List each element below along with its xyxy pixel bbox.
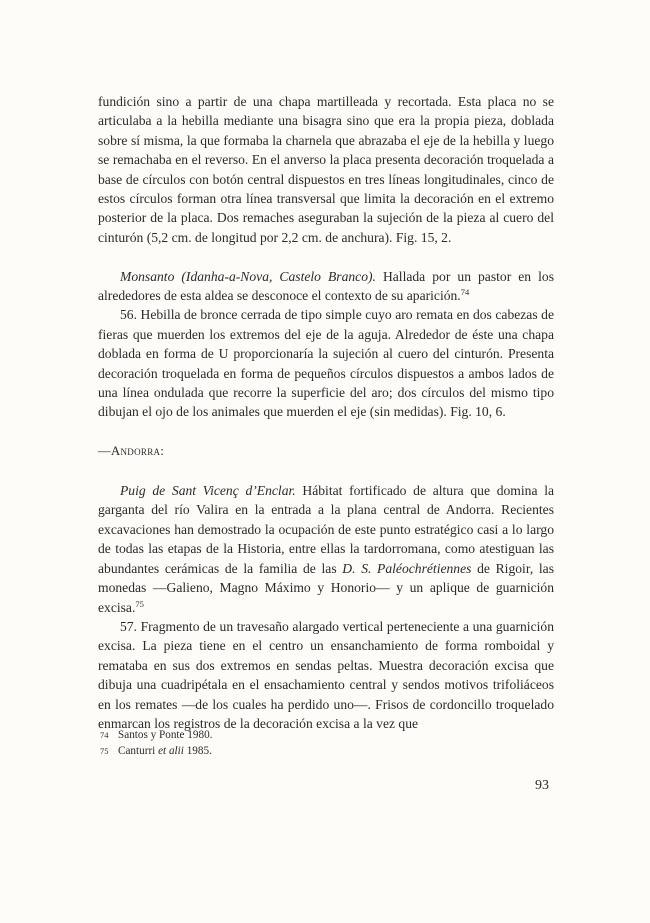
- site-name-puig: Puig de Sant Vicenç d’Enclar.: [120, 483, 296, 499]
- paragraph-puig: Puig de Sant Vicenç d’Enclar. Hábitat fortificado de altura que domina la garganta del río Valira en la entrada a la plana central de Andorra. Recientes excavaciones han demostrado la ocupación de este punto estratégico casi a lo largo de todas las etapas de la Historia, entre ellas la tardorromana, como atestiguan las abundantes cerámicas de la familia de las D. S. Paléochrétiennes de Rigoir, las monedas —Galieno, Magno Máximo y Honorio— y un aplique de guarnición excisa.$^{75}$: [98, 483, 555, 615]
- footnote-74: 74 Santos y Ponte 1980.: [100, 729, 213, 741]
- footnote-ref-75: 75: [135, 598, 144, 609]
- section-heading-andorra: —Andorra:: [98, 443, 165, 459]
- paragraph-item-57: 57. Fragmento de un travesaño alargado vertical perteneciente a una guarnición excisa. La pieza tiene en el centro un ensanchamiento de forma romboidal y remataba en sus dos extremos en sendas peltas. Muestra decoración excisa que dibuja una cuadripétala en el ensachamiento central y sendos motivos trifoliáceos en los remates —de los cuales ha perdido uno—. Frisos de cordoncillo troquelado enmarcan los registros de la decoración excisa a la vez que: [98, 618, 554, 731]
- page-number: 93: [535, 778, 549, 793]
- footnotes: [100, 727, 500, 759]
- monsanto-text: Hallada por un pastor en los alrededores de esta aldea se desconoce el contexto de su aparición.: [98, 268, 554, 304]
- paragraph-monsanto: [98, 267, 554, 306]
- footnote-ref-74: 74: [460, 287, 470, 298]
- paragraph-continuation: fundición sino a partir de una chapa martilleada y recortada. Esta placa no se articulaba a la hebilla mediante una bisagra sino que era la propia pieza, doblada sobre sí misma, la que formaba la charnela que abrazaba el eje de la hebilla y luego se remachaba en el reverso. En el anverso la placa presenta decoración troquelada a base de círculos con botón central dispuestos en tres líneas longitudinales, cinco de estos círculos forman otra línea transversal que limita la decoración en el extremo posterior de la placa. Dos remaches aseguraban la sujeción de la pieza al cuero del cinturón (5,2 cm. de longitud por 2,2 cm. de anchura). Fig. 15, 2.: [98, 94, 554, 245]
- body-text: [98, 92, 554, 733]
- paragraph-item-56: 56. Hebilla de bronce cerrada de tipo simple cuyo aro remata en dos cabezas de fieras que muerden los extremos del eje de la aguja. Alrededor de éste una chapa doblada en forma de U proporcionaría la sujeción al cuero del cinturón. Presenta decoración troquelada en forma de pequeños círculos dispuestos a ambos lados de una línea ondulada que recorre la superficie del aro; dos círculos del mismo tipo dibujan el ojo de los animales que muerden el eje (sin medidas). Fig. 10, 6.: [98, 307, 554, 420]
- footnote-75: 75 Canturri et alii 1985.: [100, 745, 212, 757]
- ceramic-type-name: D. S. Paléochrétiennes: [342, 560, 472, 576]
- site-name-monsanto: Monsanto (Idanha-a-Nova, Castelo Branco).: [120, 268, 376, 284]
